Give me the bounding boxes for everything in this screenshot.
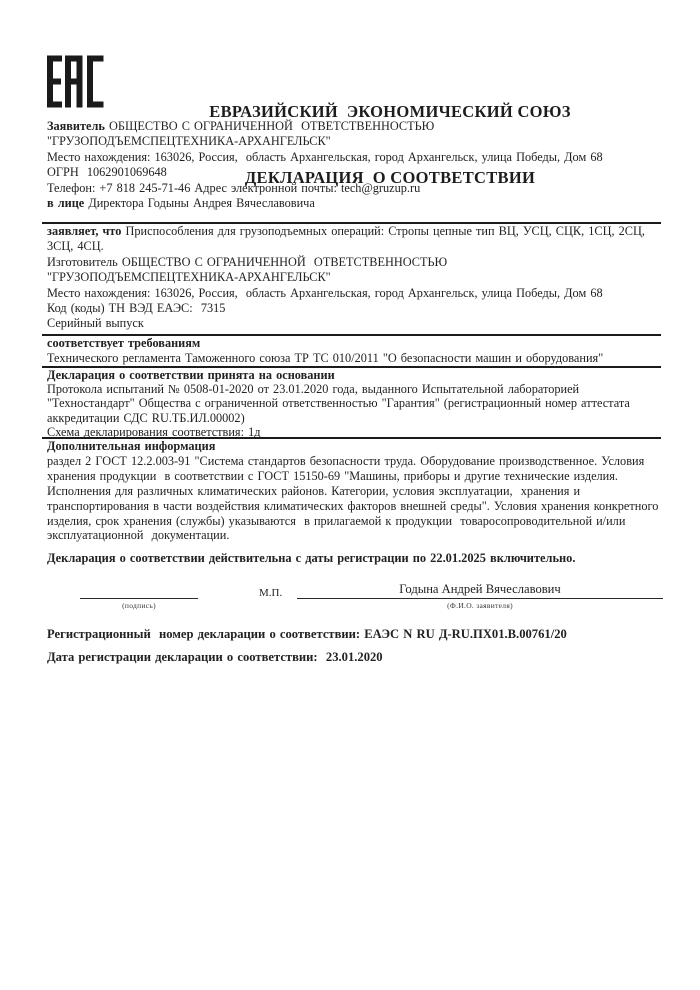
- product-description: Приспособления для грузоподъемных операций: Стропы цепные тип ВЦ, УСЦ, СЦК, 1СЦ, 2СЦ, 3СЦ, 4СЦ.: [47, 224, 649, 254]
- applicant-line: [42, 119, 661, 134]
- additional-heading: [42, 439, 661, 454]
- applicant-ogrn: ОГРН 1062901069648: [47, 165, 167, 180]
- signature-caption: (подпись): [122, 601, 156, 610]
- declares-label: заявляет, что: [47, 224, 126, 238]
- manufacturer-address: Место нахождения: 163026, Россия, область Архангельская, город Архангельск, улица Победы, Дом 68: [47, 285, 603, 300]
- registration-number-line: [42, 627, 661, 642]
- signatory-name-line: [297, 598, 663, 599]
- registration-number-value: ЕАЭС N RU Д-RU.ПХ01.В.00761/20: [364, 627, 567, 641]
- compliance-text: Технического регламента Таможенного союза ТР ТС 010/2011 "О безопасности машин и оборудования": [47, 350, 604, 365]
- compliance-label: соответствует требованиям: [47, 336, 201, 350]
- tnved-code: Код (коды) ТН ВЭД ЕАЭС: 7315: [47, 301, 226, 316]
- basis-heading: [42, 368, 661, 382]
- compliance-heading: [42, 336, 661, 351]
- validity-section: [42, 551, 661, 566]
- compliance-section: [42, 336, 661, 365]
- validity-statement: Декларация о соответствии действительна с даты регистрации по 22.01.2025 включительно.: [47, 551, 576, 565]
- registration-number-label: Регистрационный номер декларации о соответствии:: [47, 627, 365, 641]
- basis-label: Декларация о соответствии принята на основании: [47, 368, 335, 382]
- registration-section: [42, 627, 661, 665]
- basis-scheme: Схема декларирования соответствия: 1д: [47, 424, 261, 439]
- registration-date-line: [42, 650, 661, 665]
- applicant-person: Директора Годыны Андрея Вячеславовича: [88, 196, 315, 211]
- applicant-label: Заявитель: [47, 119, 109, 133]
- registration-date-value: 23.01.2020: [325, 650, 383, 664]
- applicant-person-line: [42, 196, 661, 211]
- eac-logo: [47, 55, 104, 108]
- additional-label: Дополнительная информация: [47, 439, 216, 453]
- applicant-contacts: Телефон: +7 818 245-71-46 Адрес электронной почты: tech@gruzup.ru: [47, 180, 421, 195]
- signatory-name: Годына Андрей Вячеславович: [399, 582, 561, 596]
- signature-line: [80, 598, 198, 599]
- additional-info-section: [42, 439, 661, 543]
- manufacturer-name: Изготовитель ОБЩЕСТВО С ОГРАНИЧЕННОЙ ОТВЕТСТВЕННОСТЬЮ: [47, 254, 448, 269]
- declaration-section: [42, 224, 661, 332]
- additional-text: раздел 2 ГОСТ 12.2.003-91 "Система стандартов безопасности труда. Оборудование производственное. Условия хранения продукции в соответствии с ГОСТ 15150-69 "Машины, приборы и другие технические изделия. Исполнения для различных климатических районов. Категории, условия эксплуатации, хранения и транспортирования в части воздействия климатических факторов внешней среды". Условия хранения конкретного изделия, срок хранения (службы) указываются в прилагаемой к продукции товаросопроводительной и/или эксплуатационной документации.: [47, 453, 663, 543]
- basis-text: Протокола испытаний № 0508-01-2020 от 23.01.2020 года, выданного Испытательной лабораторией "Техностандарт" Общества с ограниченной ответственностью "Гарантия" (регистрационный номер аттестата аккредитации СДС RU.ТБ.ИЛ.00002): [47, 382, 634, 425]
- signatory-caption: (Ф.И.О. заявителя): [447, 601, 513, 610]
- applicant-person-label: в лице: [47, 196, 89, 211]
- manufacturer-name2: "ГРУЗОПОДЪЕМСПЕЦТЕХНИКА-АРХАНГЕЛЬСК": [47, 270, 331, 285]
- page-title-line1: ЕВРАЗИЙСКИЙ ЭКОНОМИЧЕСКИЙ СОЮЗ: [209, 102, 571, 121]
- applicant-section: [42, 119, 661, 211]
- applicant-name: ОБЩЕСТВО С ОГРАНИЧЕННОЙ ОТВЕТСТВЕННОСТЬЮ: [109, 119, 435, 133]
- page-title-line2: ДЕКЛАРАЦИЯ О СООТВЕТСТВИИ: [244, 168, 536, 187]
- applicant-name2: "ГРУЗОПОДЪЕМСПЕЦТЕХНИКА-АРХАНГЕЛЬСК": [47, 134, 331, 149]
- registration-date-label: Дата регистрации декларации о соответствии:: [47, 650, 326, 664]
- issue-type: Серийный выпуск: [47, 316, 144, 331]
- basis-section: [42, 368, 661, 439]
- applicant-address: Место нахождения: 163026, Россия, область Архангельская, город Архангельск, улица Победы, Дом 68: [47, 149, 603, 164]
- product-statement: [42, 224, 661, 255]
- stamp-label: М.П.: [259, 587, 283, 599]
